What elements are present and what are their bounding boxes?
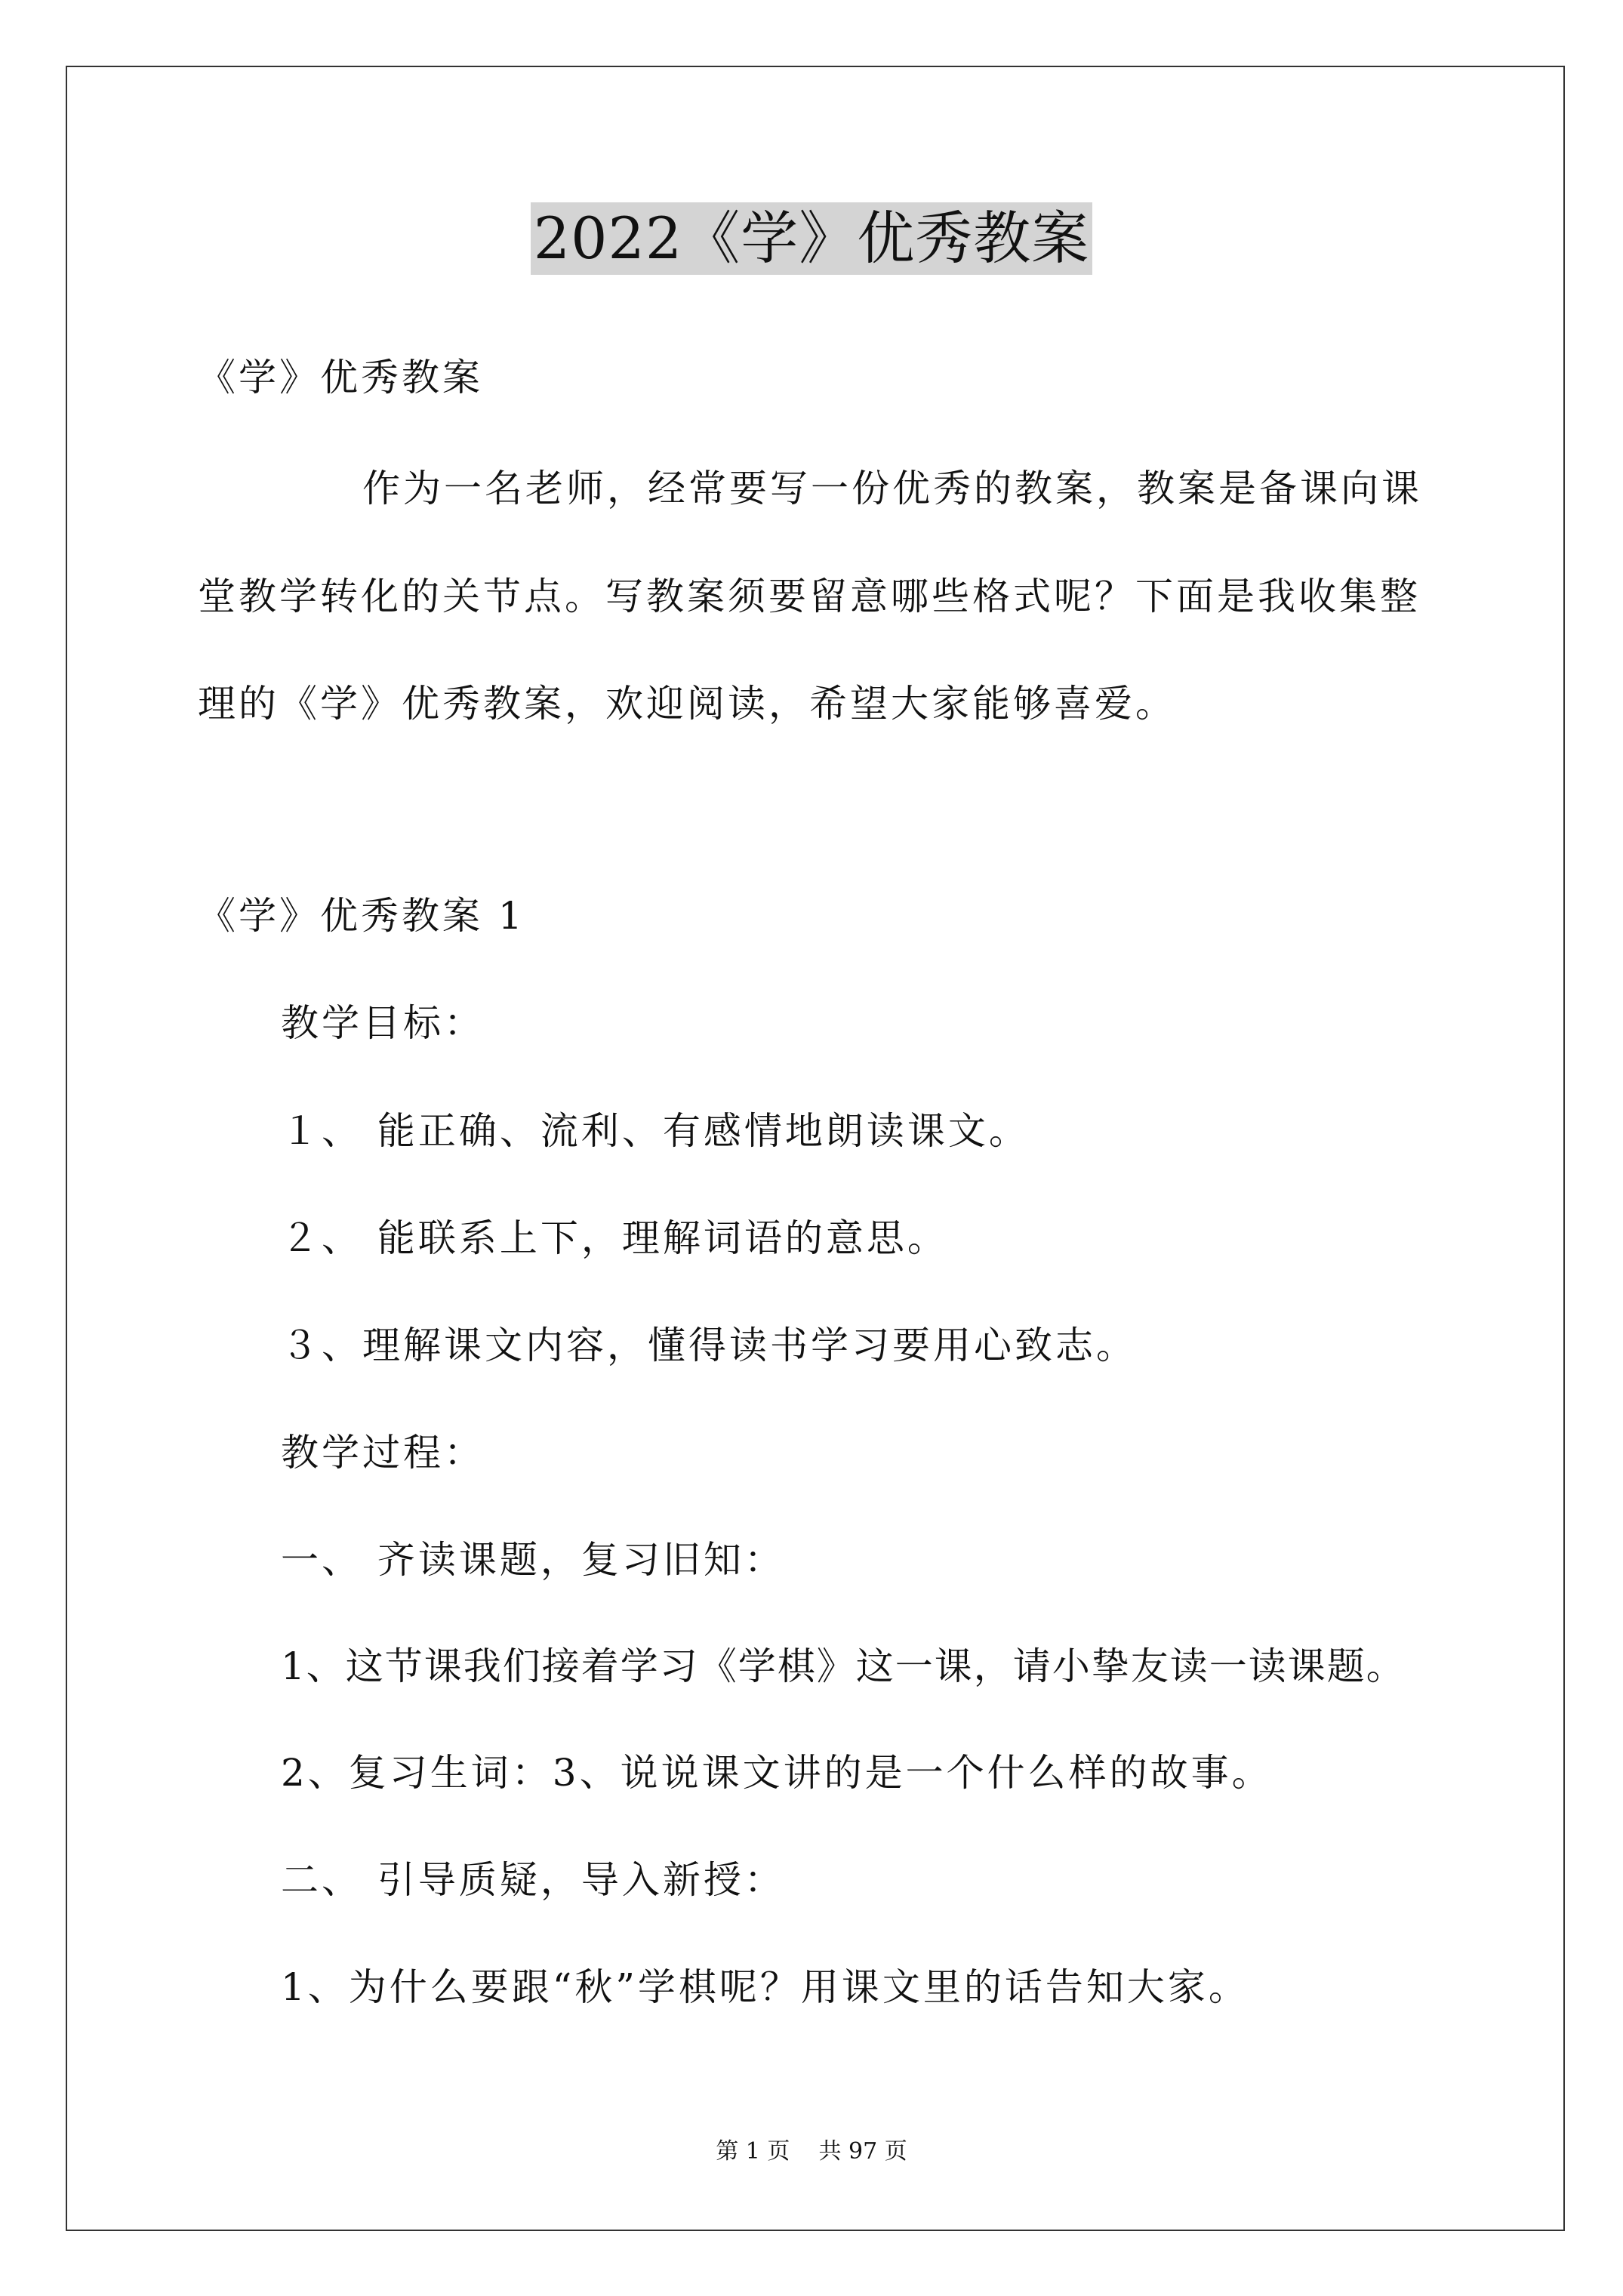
intro-line-3: 理的《学》优秀教案，欢迎阅读，希望大家能够喜爱。 — [198, 682, 1176, 726]
body-line-4: ３、理解课文内容，懂得读书学习要用心致志。 — [281, 1324, 1137, 1367]
body-line-10: 1、为什么要跟“秋”学棋呢？用课文里的话告知大家。 — [281, 1965, 1249, 2009]
body-line-6: 一、 齐读课题，复习旧知： — [281, 1538, 785, 1582]
body-line-1: 教学目标： — [281, 1001, 485, 1045]
body-line-9: 二、 引导质疑，导入新授： — [281, 1858, 785, 1902]
document-subtitle: 《学》优秀教案 — [198, 356, 483, 399]
document-title: 2022《学》优秀教案 — [531, 202, 1092, 275]
body-line-7: 1、这节课我们接着学习《学棋》这一课，请小挚友读一读课题。 — [281, 1644, 1406, 1688]
body-line-5: 教学过程： — [281, 1431, 485, 1475]
title-wrap — [0, 202, 1623, 275]
intro-line-1: 作为一名老师，经常要写一份优秀的教案，教案是备课向课 — [362, 467, 1422, 510]
body-line-3: ２、 能联系上下，理解词语的意思。 — [281, 1216, 948, 1260]
page-footer: 第 1 页 共 97 页 — [716, 2138, 907, 2165]
body-line-8: 2、复习生词：3、说说课文讲的是一个什么样的故事。 — [281, 1751, 1273, 1795]
body-line-2: １、 能正确、流利、有感情地朗读课文。 — [281, 1109, 1030, 1153]
section-heading: 《学》优秀教案 1 — [198, 894, 525, 938]
intro-line-2: 堂教学转化的关节点。写教案须要留意哪些格式呢？下面是我收集整 — [198, 575, 1421, 618]
